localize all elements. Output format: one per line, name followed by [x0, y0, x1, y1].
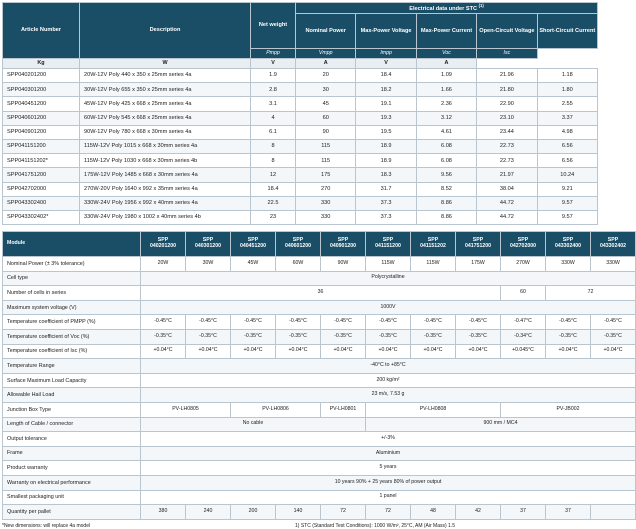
cell-article-number: SPP040201200 [3, 69, 80, 83]
cell-value: 44.72 [477, 196, 537, 210]
cell-value: 18.9 [356, 154, 416, 168]
spec-row-label: Cell type [3, 271, 141, 286]
sym-impp: Impp [356, 49, 416, 59]
cell-description: 30W-12V Poly 655 x 350 x 25mm series 4a [80, 83, 251, 97]
spec-cell: +0.04°C [186, 344, 231, 359]
cell-value: 19.3 [356, 111, 416, 125]
table-row [3, 97, 598, 111]
spec-row-label: Output tolerance [3, 432, 141, 447]
spec-row [3, 432, 636, 447]
spec-row-label: Quantity per pallet [3, 505, 141, 520]
spec-cell: 270W [501, 257, 546, 272]
cell-description: 115W-12V Poly 1030 x 668 x 30mm series 4b [80, 154, 251, 168]
cell-value: 330 [296, 196, 356, 210]
spec-cell: +0.045°C [501, 344, 546, 359]
cell-value: 270 [296, 182, 356, 196]
spec-cell: 45W [231, 257, 276, 272]
spec-cell: PV-LH0806 [231, 403, 321, 418]
spec-cell: -0.45°C [231, 315, 276, 330]
spec-cell: 60W [276, 257, 321, 272]
cell-value: 9.56 [416, 168, 476, 182]
spec-header-model: SPP 040601200 [276, 232, 321, 257]
cell-value: 6.08 [416, 139, 476, 153]
group-header-electrical-stc [296, 3, 598, 14]
footnote-stc: 1) STC (Standard Test Conditions): 1000 W/m², 25°C, AM (Air Mass) 1.5 [294, 522, 456, 529]
unit-voc: V [356, 59, 416, 69]
col-max-power-voltage: Max-Power Voltage [356, 14, 416, 49]
spec-row-label: Surface Maximum Load Capacity [3, 373, 141, 388]
table-row [3, 69, 598, 83]
spec-row-label: Maximum system voltage (V) [3, 300, 141, 315]
spec-cell: -0.35°C [276, 330, 321, 345]
table-row [3, 83, 598, 97]
cell-description: 330W-24V Poly 1980 x 1002 x 40mm series 4b [80, 210, 251, 224]
cell-value: 1.18 [537, 69, 597, 83]
spec-cell: PV-JB002 [501, 403, 636, 418]
cell-value: 22.73 [477, 154, 537, 168]
top-table-unit-row [3, 59, 598, 69]
cell-description: 175W-12V Poly 1485 x 668 x 30mm series 4a [80, 168, 251, 182]
spec-header-model: SPP 042702000 [501, 232, 546, 257]
cell-value: 6.56 [537, 139, 597, 153]
table-row [3, 196, 598, 210]
spec-cell: Polycrystalline [141, 271, 636, 286]
cell-value: 20 [296, 69, 356, 83]
cell-value: 8.86 [416, 196, 476, 210]
cell-value: 9.21 [537, 182, 597, 196]
cell-value: 22.73 [477, 139, 537, 153]
cell-value: 18.4 [356, 69, 416, 83]
spec-cell: 37 [546, 505, 591, 520]
spec-row-label: Junction Box Type [3, 403, 141, 418]
spec-cell: 60 [501, 286, 546, 301]
spec-cell: 72 [321, 505, 366, 520]
cell-value: 19.1 [356, 97, 416, 111]
spec-cell: -0.35°C [366, 330, 411, 345]
spec-row-label: Nominal Power (± 3% tolerance) [3, 257, 141, 272]
spec-cell: +0.04°C [456, 344, 501, 359]
spec-cell: -0.45°C [456, 315, 501, 330]
cell-value: 18.2 [356, 83, 416, 97]
unit-impp: A [296, 59, 356, 69]
spec-cell: 175W [456, 257, 501, 272]
spec-cell: -0.35°C [231, 330, 276, 345]
col-max-power-current: Max-Power Current [416, 14, 476, 49]
spec-cell: -0.34°C [501, 330, 546, 345]
spec-cell: 115W [411, 257, 456, 272]
spec-cell: -0.35°C [546, 330, 591, 345]
spec-header-model: SPP 040301200 [186, 232, 231, 257]
table-row [3, 125, 598, 139]
spec-cell: +0.04°C [591, 344, 636, 359]
cell-value: 8.52 [416, 182, 476, 196]
spec-cell: PV-LH0808 [366, 403, 501, 418]
spec-cell: -0.45°C [186, 315, 231, 330]
spec-cell: +/-3% [141, 432, 636, 447]
cell-article-number: SPP041751200 [3, 168, 80, 182]
cell-value: 1.09 [416, 69, 476, 83]
cell-article-number: SPP040301200 [3, 83, 80, 97]
footnote-new-dimensions: *New dimensions: will replace 4a model [2, 522, 91, 529]
spec-cell: +0.04°C [411, 344, 456, 359]
spec-cell: Aluminium [141, 446, 636, 461]
spec-cell: -0.45°C [366, 315, 411, 330]
spec-cell: 200 kg/m² [141, 373, 636, 388]
cell-value: 30 [296, 83, 356, 97]
spec-header-module: Module [3, 232, 141, 257]
spec-cell: 36 [141, 286, 501, 301]
spec-header-model: SPP 041151200 [366, 232, 411, 257]
spec-row-label: Length of Cable / connector [3, 417, 141, 432]
cell-value: 21.96 [477, 69, 537, 83]
cell-value: 21.97 [477, 168, 537, 182]
col-short-circuit-current: Short-Circuit Current [537, 14, 597, 49]
cell-value: 8.86 [416, 210, 476, 224]
table-row [3, 139, 598, 153]
top-table-body [3, 69, 598, 225]
spec-cell: +0.04°C [141, 344, 186, 359]
cell-value: 6.1 [251, 125, 296, 139]
spec-header-model: SPP 043302400 [546, 232, 591, 257]
spec-cell: -0.45°C [591, 315, 636, 330]
spec-cell: 72 [366, 505, 411, 520]
col-article-number: Article Number [3, 3, 80, 59]
cell-value: 45 [296, 97, 356, 111]
spec-row-label: Temperature coefficient of PMPP (%) [3, 315, 141, 330]
cell-article-number: SPP041151200 [3, 139, 80, 153]
table-row [3, 210, 598, 224]
spec-cell: -0.45°C [276, 315, 321, 330]
unit-isc: A [416, 59, 476, 69]
cell-value: 3.37 [537, 111, 597, 125]
spec-header-model: SPP 041151202 [411, 232, 456, 257]
spec-row-label: Frame [3, 446, 141, 461]
cell-value: 31.7 [356, 182, 416, 196]
spec-cell: -0.45°C [411, 315, 456, 330]
spec-cell: 380 [141, 505, 186, 520]
cell-description: 60W-12V Poly 545 x 668 x 25mm series 4a [80, 111, 251, 125]
col-net-weight: Net weight [251, 3, 296, 49]
col-open-circuit-voltage: Open-Circuit Voltage [477, 14, 537, 49]
spec-cell: -0.35°C [141, 330, 186, 345]
spec-cell: 900 mm / MC4 [366, 417, 636, 432]
cell-value: 3.1 [251, 97, 296, 111]
spec-row-label: Temperature coefficient of Isc (%) [3, 344, 141, 359]
cell-value: 37.3 [356, 196, 416, 210]
spec-header-model: SPP 040451200 [231, 232, 276, 257]
cell-value: 4 [251, 111, 296, 125]
cell-value: 1.80 [537, 83, 597, 97]
col-nominal-power: Nominal Power [296, 14, 356, 49]
cell-description: 90W-12V Poly 780 x 668 x 30mm series 4a [80, 125, 251, 139]
spec-cell: 42 [456, 505, 501, 520]
sym-vmpp: Vmpp [296, 49, 356, 59]
cell-value: 23.44 [477, 125, 537, 139]
unit-pmpp: W [80, 59, 251, 69]
spec-row [3, 490, 636, 505]
cell-description: 115W-12V Poly 1015 x 668 x 30mm series 4a [80, 139, 251, 153]
spec-cell: 330W [591, 257, 636, 272]
spec-header-model: SPP 040201200 [141, 232, 186, 257]
cell-value: 8 [251, 139, 296, 153]
spec-row-label: Temperature coefficient of Voc (%) [3, 330, 141, 345]
specifications-table [2, 231, 636, 520]
spec-cell: PV-LH0801 [321, 403, 366, 418]
cell-value: 18.9 [356, 139, 416, 153]
spec-cell: 20W [141, 257, 186, 272]
cell-value: 22.5 [251, 196, 296, 210]
spec-cell: 1 panel [141, 490, 636, 505]
spec-cell: +0.04°C [321, 344, 366, 359]
cell-value: 60 [296, 111, 356, 125]
spec-row-label: Temperature Range [3, 359, 141, 374]
datasheet-page [0, 2, 626, 529]
cell-value: 175 [296, 168, 356, 182]
cell-article-number: SPP040901200 [3, 125, 80, 139]
spec-row-label: Allowable Hail Load [3, 388, 141, 403]
group-header-footnote-marker: (1) [478, 2, 484, 8]
spec-table-head [3, 232, 636, 257]
spec-cell [591, 505, 636, 520]
cell-value: 18.3 [356, 168, 416, 182]
spec-cell: No cable [141, 417, 366, 432]
cell-value: 22.90 [477, 97, 537, 111]
spec-row-label: Smallest packaging unit [3, 490, 141, 505]
cell-description: 270W-20V Poly 1640 x 992 x 35mm series 4a [80, 182, 251, 196]
spec-cell: 200 [231, 505, 276, 520]
cell-value: 9.57 [537, 196, 597, 210]
spec-row [3, 461, 636, 476]
spec-row [3, 330, 636, 345]
cell-value: 19.5 [356, 125, 416, 139]
spec-row [3, 388, 636, 403]
cell-description: 20W-12V Poly 440 x 350 x 25mm series 4a [80, 69, 251, 83]
spec-cell: -0.35°C [411, 330, 456, 345]
cell-value: 330 [296, 210, 356, 224]
cell-value: 2.8 [251, 83, 296, 97]
table-row [3, 168, 598, 182]
spec-cell: 90W [321, 257, 366, 272]
spec-cell: -0.45°C [546, 315, 591, 330]
cell-value: 1.66 [416, 83, 476, 97]
spec-cell: 72 [546, 286, 636, 301]
cell-article-number: SPP043302400 [3, 196, 80, 210]
spec-cell: PV-LH0805 [141, 403, 231, 418]
spec-cell: 240 [186, 505, 231, 520]
spec-row [3, 373, 636, 388]
spec-row-label: Warranty on electrical performance [3, 475, 141, 490]
cell-value: 2.36 [416, 97, 476, 111]
spec-row [3, 300, 636, 315]
cell-value: 21.80 [477, 83, 537, 97]
cell-description: 330W-24V Poly 1956 x 992 x 40mm series 4a [80, 196, 251, 210]
cell-value: 6.56 [537, 154, 597, 168]
spec-cell: +0.04°C [546, 344, 591, 359]
cell-value: 12 [251, 168, 296, 182]
spec-cell: 48 [411, 505, 456, 520]
spec-cell: 5 years [141, 461, 636, 476]
cell-article-number: SPP041151202* [3, 154, 80, 168]
cell-value: 4.61 [416, 125, 476, 139]
spec-row [3, 344, 636, 359]
spec-row-label: Product warranty [3, 461, 141, 476]
cell-value: 90 [296, 125, 356, 139]
cell-value: 1.9 [251, 69, 296, 83]
spec-row [3, 403, 636, 418]
cell-article-number: SPP040451200 [3, 97, 80, 111]
spec-cell: +0.04°C [366, 344, 411, 359]
spec-cell: 10 years 90% + 25 years 80% of power output [141, 475, 636, 490]
cell-value: 6.08 [416, 154, 476, 168]
table-row [3, 182, 598, 196]
cell-value: 4.98 [537, 125, 597, 139]
spec-cell: -0.35°C [186, 330, 231, 345]
spec-row [3, 286, 636, 301]
spec-cell: -0.35°C [456, 330, 501, 345]
spec-cell: -0.35°C [591, 330, 636, 345]
spec-row [3, 505, 636, 520]
top-table-group-row [3, 3, 598, 14]
cell-value: 115 [296, 154, 356, 168]
unit-vmpp: V [251, 59, 296, 69]
spec-cell: 330W [546, 257, 591, 272]
cell-description: 45W-12V Poly 425 x 668 x 25mm series 4a [80, 97, 251, 111]
spec-cell: 1000V [141, 300, 636, 315]
spec-row [3, 257, 636, 272]
cell-value: 18.4 [251, 182, 296, 196]
cell-value: 3.12 [416, 111, 476, 125]
top-table-head [3, 3, 598, 69]
spec-row [3, 315, 636, 330]
spec-row [3, 359, 636, 374]
group-header-text: Electrical data under STC [409, 5, 478, 12]
cell-value: 2.55 [537, 97, 597, 111]
spec-header-model: SPP 040901200 [321, 232, 366, 257]
cell-value: 10.24 [537, 168, 597, 182]
spec-cell: -0.47°C [501, 315, 546, 330]
sym-voc: Voc [416, 49, 476, 59]
spec-cell: 37 [501, 505, 546, 520]
spec-row [3, 417, 636, 432]
cell-value: 115 [296, 139, 356, 153]
spec-row [3, 271, 636, 286]
spec-row-label: Number of cells in series [3, 286, 141, 301]
table-row [3, 111, 598, 125]
table-row [3, 154, 598, 168]
spec-cell: -0.35°C [321, 330, 366, 345]
spec-cell: 140 [276, 505, 321, 520]
spec-cell: +0.04°C [276, 344, 321, 359]
spec-cell: 30W [186, 257, 231, 272]
cell-article-number: SPP042702000 [3, 182, 80, 196]
spec-cell: -40°C to +85°C [141, 359, 636, 374]
spec-cell: 115W [366, 257, 411, 272]
sym-isc: Isc [477, 49, 537, 59]
footnotes [2, 523, 598, 529]
cell-value: 37.3 [356, 210, 416, 224]
spec-header-model: SPP 043302402 [591, 232, 636, 257]
spec-header-row [3, 232, 636, 257]
col-description: Description [80, 3, 251, 59]
spec-cell: 23 m/s, 7.53 g [141, 388, 636, 403]
sym-pmpp: Pmpp [251, 49, 296, 59]
spec-row [3, 475, 636, 490]
spec-cell: +0.04°C [231, 344, 276, 359]
electrical-data-table [2, 2, 598, 225]
unit-weight: Kg [3, 59, 80, 69]
cell-value: 23 [251, 210, 296, 224]
spec-cell: -0.45°C [321, 315, 366, 330]
cell-article-number: SPP040601200 [3, 111, 80, 125]
cell-value: 38.04 [477, 182, 537, 196]
cell-value: 44.72 [477, 210, 537, 224]
spec-header-model: SPP 041751200 [456, 232, 501, 257]
cell-value: 9.57 [537, 210, 597, 224]
spec-row [3, 446, 636, 461]
cell-value: 8 [251, 154, 296, 168]
cell-article-number: SPP043302402* [3, 210, 80, 224]
cell-value: 23.10 [477, 111, 537, 125]
spec-cell: -0.45°C [141, 315, 186, 330]
spec-table-body [3, 257, 636, 520]
